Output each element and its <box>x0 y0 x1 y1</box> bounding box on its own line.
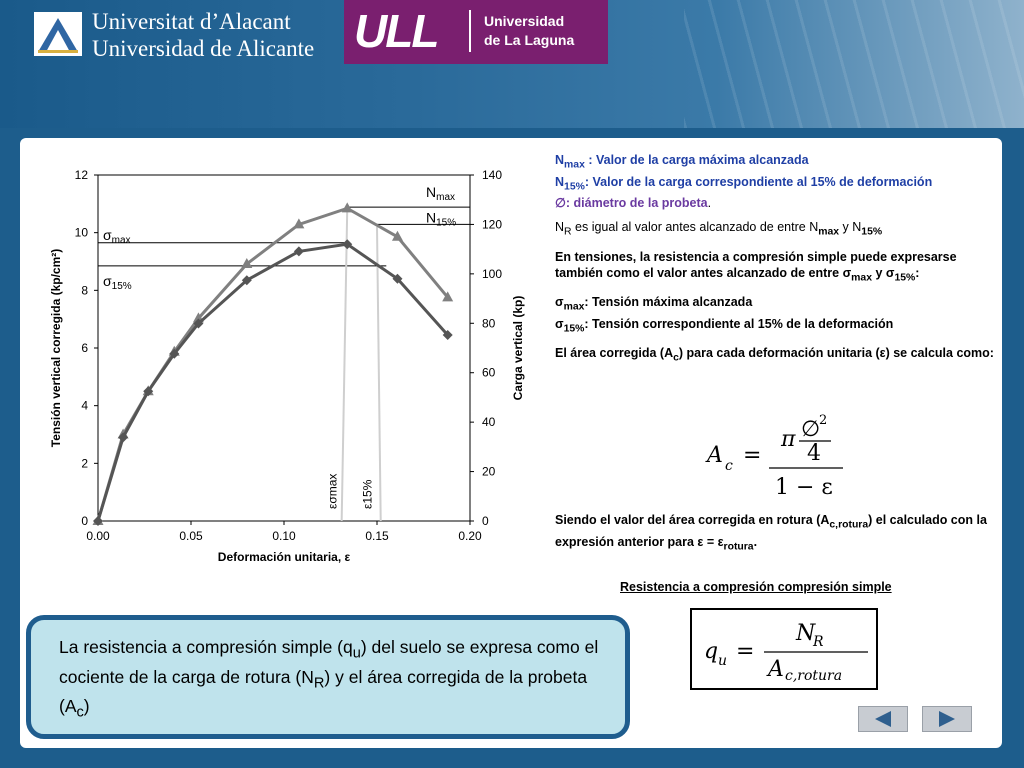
triangle-left-icon <box>859 707 907 731</box>
qu-formula <box>690 608 878 690</box>
def-n15: $N_{15\%}$: Valor de la carga correspondiente al 15% de deformación <box>555 174 933 192</box>
y-tick-label: 12 <box>74 168 88 182</box>
qu-den-sub: c,rotura <box>785 668 843 684</box>
y-tick-label: 10 <box>74 225 88 240</box>
qu-num: N <box>796 621 816 646</box>
y-right-tick-label: 40 <box>482 415 496 430</box>
y-right-tick-label: 120 <box>482 217 503 232</box>
y-tick-label: 2 <box>81 456 88 471</box>
qu-lhs: q <box>704 639 719 664</box>
sigma-max-label: $\sigma_{max}$ <box>103 226 131 246</box>
def-s15: $\sigma_{15\%}$: Tensión correspondiente al 15% de la deformación <box>555 316 894 334</box>
plot-frame <box>98 175 470 521</box>
x-tick-label: 0.05 <box>179 529 203 543</box>
summary-callout <box>26 615 630 739</box>
formula-four: 4 <box>807 441 821 466</box>
formula-phi: ∅ <box>801 417 821 442</box>
eps-sigma-max-label: εσmax <box>325 473 340 509</box>
x-tick-label: 0.20 <box>458 529 482 543</box>
def-smax: $\sigma_{max}$: Tensión máxima alcanzada <box>555 295 753 313</box>
ull-mark: ULL <box>354 5 438 57</box>
header-banner <box>0 0 1024 128</box>
next-slide-button[interactable] <box>922 706 972 732</box>
ua-name-line2: Universidad de Alicante <box>92 36 315 61</box>
qu-eq: = <box>736 639 755 664</box>
bridge-photo <box>684 0 1024 128</box>
formula-pi: π <box>781 427 796 452</box>
y-tick-label: 8 <box>81 283 88 298</box>
y-right-tick-label: 100 <box>482 266 503 281</box>
ull-name-line2: de La Laguna <box>484 32 575 48</box>
stress-strain-chart <box>40 160 530 580</box>
sigma-15-label: $\sigma_{15\%}$ <box>103 272 132 292</box>
ull-name-line1: Universidad <box>484 13 565 29</box>
notes <box>555 152 995 375</box>
x-axis-label: Deformación unitaria, ε <box>217 550 351 564</box>
rotura-note: Siendo el valor del área corregida en rotura $(A_{c,rotura})$ el calculado con la expresión anterior para $\varepsilon = \varepsilon_{rotura}$. <box>555 513 987 552</box>
ull-logo <box>344 0 608 64</box>
series-line-2 <box>98 244 448 521</box>
eps-15-label: ε15% <box>360 479 375 509</box>
corrected-area-formula <box>705 410 865 500</box>
previous-slide-button[interactable] <box>858 706 908 732</box>
series-line-1 <box>98 208 448 521</box>
tension-note: En tensiones, la resistencia a compresión simple puede expresarse también como el valor antes alcanzado de entre $\sigma_{max}$ y $\sigma_{15\%}$: <box>555 249 957 283</box>
y-right-tick-label: 140 <box>482 168 503 182</box>
qu-lhs-sub: u <box>718 653 728 669</box>
formula-eq: = <box>743 443 762 468</box>
callout-text: La resistencia a compresión simple $(q_u)$ del suelo se expresa como el cociente de la carga de rotura $(N_R)$ y el área corregida de la probeta $(A_c)$ <box>59 637 599 721</box>
qu-num-sub: R <box>813 634 824 650</box>
ull-separator <box>469 10 471 52</box>
x-tick-label: 0.15 <box>365 529 389 543</box>
y-right-tick-label: 80 <box>482 316 496 331</box>
x-tick-label: 0.00 <box>86 529 110 543</box>
ua-logo-icon <box>34 12 82 56</box>
nr-note: $N_R$ es igual al valor antes alcanzado de entre $N_{max}$ y $N_{15\%}$ <box>555 220 883 238</box>
sigma-definitions <box>555 294 995 337</box>
area-note: El área corregida $(A_c)$ para cada deformación unitaria (ε) se calcula como: <box>555 346 994 364</box>
formula-sup: 2 <box>819 413 828 428</box>
formula-lhs: A <box>707 443 723 468</box>
y-right-axis-label: Carga vertical (kp) <box>511 295 525 401</box>
eps-sigma-max-line <box>342 208 348 521</box>
qu-den: A <box>768 657 784 682</box>
ua-name-line1: Universitat d’Alacant <box>92 9 291 34</box>
formula-lhs-sub: c <box>725 458 733 474</box>
y-tick-label: 0 <box>81 514 88 528</box>
y-right-tick-label: 0 <box>482 514 489 528</box>
def-diameter: ∅: diámetro de la probeta <box>555 196 708 210</box>
y-tick-label: 4 <box>81 398 88 413</box>
ua-name <box>92 8 314 62</box>
eps-15-line <box>377 227 381 521</box>
x-tick-label: 0.10 <box>272 529 296 543</box>
triangle-right-icon <box>923 707 971 731</box>
definitions <box>555 152 995 211</box>
y-right-tick-label: 60 <box>482 365 496 380</box>
ucs-link[interactable]: Resistencia a compresión compresión simple <box>620 580 892 594</box>
y-tick-label: 6 <box>81 341 88 355</box>
formula-denominator: 1 − ε <box>775 475 833 500</box>
def-diameter-dot: . <box>707 196 712 210</box>
y-axis-label: Tensión vertical corregida (kp/cm²) <box>49 248 63 448</box>
y-right-tick-label: 20 <box>482 464 496 479</box>
def-nmax: $N_{max}$ : Valor de la carga máxima alcanzada <box>555 153 809 171</box>
nmax-label: $N_{max}$ <box>426 184 456 204</box>
n15-label: $N_{15\%}$ <box>426 209 457 229</box>
ull-name <box>484 12 574 50</box>
